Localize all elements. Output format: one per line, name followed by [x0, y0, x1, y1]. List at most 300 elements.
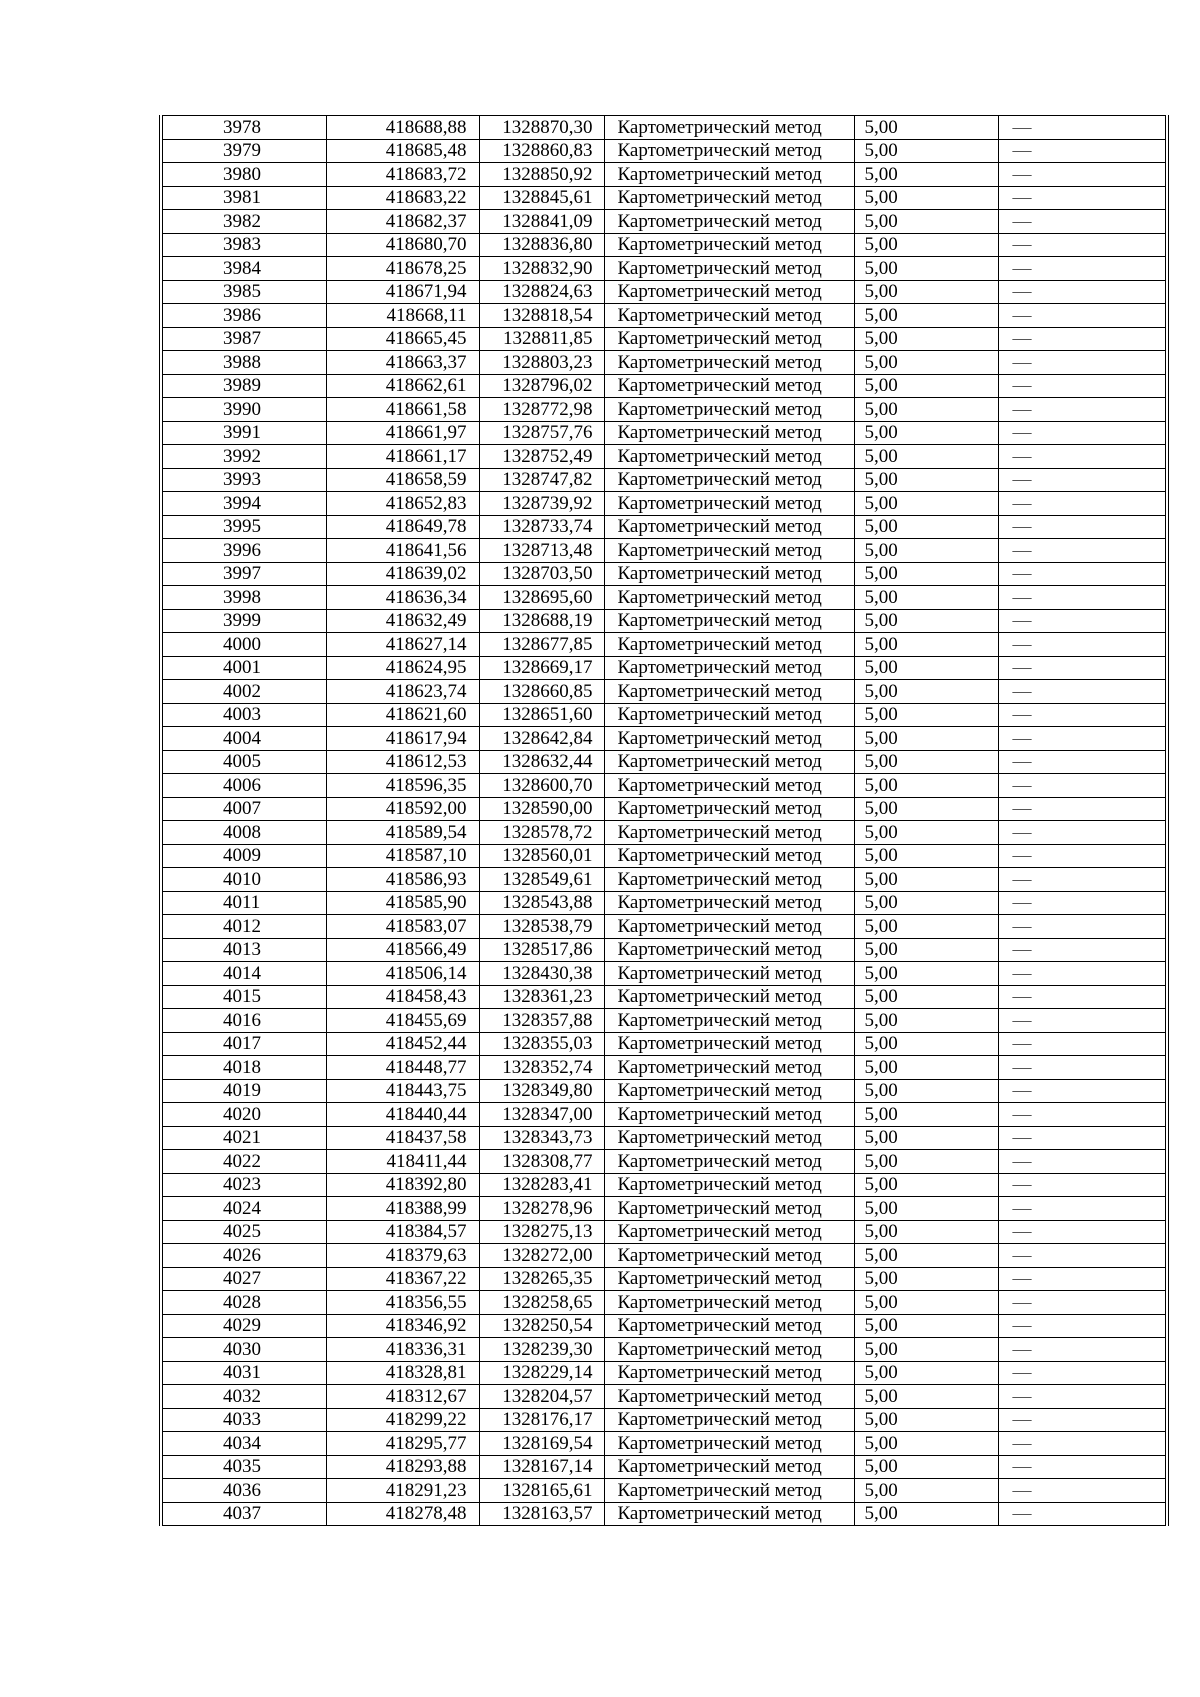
y-coordinate-cell: 1328836,80	[479, 233, 604, 257]
y-coordinate-cell: 1328163,57	[479, 1502, 604, 1526]
table-row	[161, 915, 1167, 939]
accuracy-cell: 5,00	[854, 562, 998, 586]
x-coordinate-cell: 418627,14	[326, 633, 479, 657]
table-row	[161, 280, 1167, 304]
method-cell: Картометрический метод	[604, 962, 854, 986]
y-coordinate-cell: 1328703,50	[479, 562, 604, 586]
table-row	[161, 1197, 1167, 1221]
x-coordinate-cell: 418685,48	[326, 139, 479, 163]
point-number-cell: 4007	[161, 797, 326, 821]
method-cell: Картометрический метод	[604, 1338, 854, 1362]
x-coordinate-cell: 418596,35	[326, 774, 479, 798]
x-coordinate-cell: 418632,49	[326, 609, 479, 633]
x-coordinate-cell: 418649,78	[326, 515, 479, 539]
method-cell: Картометрический метод	[604, 1150, 854, 1174]
y-coordinate-cell: 1328517,86	[479, 938, 604, 962]
method-cell: Картометрический метод	[604, 539, 854, 563]
method-cell: Картометрический метод	[604, 586, 854, 610]
y-coordinate-cell: 1328677,85	[479, 633, 604, 657]
x-coordinate-cell: 418688,88	[326, 116, 479, 140]
point-number-cell: 4035	[161, 1455, 326, 1479]
x-coordinate-cell: 418437,58	[326, 1126, 479, 1150]
y-coordinate-cell: 1328560,01	[479, 844, 604, 868]
note-cell: —	[998, 797, 1167, 821]
x-coordinate-cell: 418663,37	[326, 351, 479, 375]
accuracy-cell: 5,00	[854, 656, 998, 680]
x-coordinate-cell: 418623,74	[326, 680, 479, 704]
accuracy-cell: 5,00	[854, 938, 998, 962]
method-cell: Картометрический метод	[604, 727, 854, 751]
table-row	[161, 1432, 1167, 1456]
point-number-cell: 4030	[161, 1338, 326, 1362]
note-cell: —	[998, 680, 1167, 704]
method-cell: Картометрический метод	[604, 1479, 854, 1503]
accuracy-cell: 5,00	[854, 398, 998, 422]
point-number-cell: 4028	[161, 1291, 326, 1315]
note-cell: —	[998, 1056, 1167, 1080]
x-coordinate-cell: 418665,45	[326, 327, 479, 351]
point-number-cell: 3981	[161, 186, 326, 210]
point-number-cell: 4012	[161, 915, 326, 939]
point-number-cell: 3984	[161, 257, 326, 281]
point-number-cell: 3996	[161, 539, 326, 563]
y-coordinate-cell: 1328308,77	[479, 1150, 604, 1174]
accuracy-cell: 5,00	[854, 1314, 998, 1338]
point-number-cell: 4019	[161, 1079, 326, 1103]
method-cell: Картометрический метод	[604, 1079, 854, 1103]
note-cell: —	[998, 1244, 1167, 1268]
accuracy-cell: 5,00	[854, 633, 998, 657]
method-cell: Картометрический метод	[604, 562, 854, 586]
x-coordinate-cell: 418384,57	[326, 1220, 479, 1244]
method-cell: Картометрический метод	[604, 1361, 854, 1385]
coordinates-table	[159, 115, 1169, 1526]
note-cell: —	[998, 280, 1167, 304]
x-coordinate-cell: 418367,22	[326, 1267, 479, 1291]
x-coordinate-cell: 418346,92	[326, 1314, 479, 1338]
accuracy-cell: 5,00	[854, 868, 998, 892]
y-coordinate-cell: 1328165,61	[479, 1479, 604, 1503]
y-coordinate-cell: 1328543,88	[479, 891, 604, 915]
point-number-cell: 4006	[161, 774, 326, 798]
method-cell: Картометрический метод	[604, 1314, 854, 1338]
accuracy-cell: 5,00	[854, 915, 998, 939]
accuracy-cell: 5,00	[854, 1150, 998, 1174]
y-coordinate-cell: 1328347,00	[479, 1103, 604, 1127]
note-cell: —	[998, 515, 1167, 539]
note-cell: —	[998, 1173, 1167, 1197]
point-number-cell: 3982	[161, 210, 326, 234]
note-cell: —	[998, 327, 1167, 351]
method-cell: Картометрический метод	[604, 116, 854, 140]
x-coordinate-cell: 418299,22	[326, 1408, 479, 1432]
point-number-cell: 3985	[161, 280, 326, 304]
point-number-cell: 4014	[161, 962, 326, 986]
point-number-cell: 4003	[161, 703, 326, 727]
note-cell: —	[998, 1479, 1167, 1503]
y-coordinate-cell: 1328258,65	[479, 1291, 604, 1315]
y-coordinate-cell: 1328538,79	[479, 915, 604, 939]
y-coordinate-cell: 1328695,60	[479, 586, 604, 610]
x-coordinate-cell: 418278,48	[326, 1502, 479, 1526]
method-cell: Картометрический метод	[604, 445, 854, 469]
note-cell: —	[998, 492, 1167, 516]
note-cell: —	[998, 1009, 1167, 1033]
y-coordinate-cell: 1328752,49	[479, 445, 604, 469]
point-number-cell: 4020	[161, 1103, 326, 1127]
y-coordinate-cell: 1328167,14	[479, 1455, 604, 1479]
table-row	[161, 1032, 1167, 1056]
method-cell: Картометрический метод	[604, 938, 854, 962]
point-number-cell: 4031	[161, 1361, 326, 1385]
point-number-cell: 4013	[161, 938, 326, 962]
accuracy-cell: 5,00	[854, 774, 998, 798]
accuracy-cell: 5,00	[854, 1173, 998, 1197]
accuracy-cell: 5,00	[854, 445, 998, 469]
point-number-cell: 3995	[161, 515, 326, 539]
accuracy-cell: 5,00	[854, 280, 998, 304]
x-coordinate-cell: 418356,55	[326, 1291, 479, 1315]
note-cell: —	[998, 821, 1167, 845]
note-cell: —	[998, 985, 1167, 1009]
note-cell: —	[998, 1455, 1167, 1479]
method-cell: Картометрический метод	[604, 1408, 854, 1432]
y-coordinate-cell: 1328860,83	[479, 139, 604, 163]
table-row	[161, 844, 1167, 868]
method-cell: Картометрический метод	[604, 1103, 854, 1127]
y-coordinate-cell: 1328669,17	[479, 656, 604, 680]
point-number-cell: 3992	[161, 445, 326, 469]
method-cell: Картометрический метод	[604, 1197, 854, 1221]
accuracy-cell: 5,00	[854, 891, 998, 915]
note-cell: —	[998, 163, 1167, 187]
table-row	[161, 938, 1167, 962]
y-coordinate-cell: 1328688,19	[479, 609, 604, 633]
note-cell: —	[998, 539, 1167, 563]
note-cell: —	[998, 938, 1167, 962]
y-coordinate-cell: 1328850,92	[479, 163, 604, 187]
x-coordinate-cell: 418328,81	[326, 1361, 479, 1385]
table-row	[161, 1361, 1167, 1385]
note-cell: —	[998, 233, 1167, 257]
point-number-cell: 3978	[161, 116, 326, 140]
accuracy-cell: 5,00	[854, 1126, 998, 1150]
note-cell: —	[998, 868, 1167, 892]
table-row	[161, 1408, 1167, 1432]
method-cell: Картометрический метод	[604, 1502, 854, 1526]
table-row	[161, 562, 1167, 586]
x-coordinate-cell: 418506,14	[326, 962, 479, 986]
point-number-cell: 4037	[161, 1502, 326, 1526]
table-row	[161, 797, 1167, 821]
method-cell: Картометрический метод	[604, 609, 854, 633]
method-cell: Картометрический метод	[604, 1126, 854, 1150]
y-coordinate-cell: 1328841,09	[479, 210, 604, 234]
x-coordinate-cell: 418583,07	[326, 915, 479, 939]
method-cell: Картометрический метод	[604, 233, 854, 257]
point-number-cell: 4008	[161, 821, 326, 845]
method-cell: Картометрический метод	[604, 1056, 854, 1080]
note-cell: —	[998, 1220, 1167, 1244]
y-coordinate-cell: 1328283,41	[479, 1173, 604, 1197]
x-coordinate-cell: 418680,70	[326, 233, 479, 257]
note-cell: —	[998, 962, 1167, 986]
note-cell: —	[998, 633, 1167, 657]
note-cell: —	[998, 1126, 1167, 1150]
note-cell: —	[998, 398, 1167, 422]
method-cell: Картометрический метод	[604, 680, 854, 704]
table-row	[161, 1173, 1167, 1197]
x-coordinate-cell: 418291,23	[326, 1479, 479, 1503]
x-coordinate-cell: 418458,43	[326, 985, 479, 1009]
point-number-cell: 3991	[161, 421, 326, 445]
table-row	[161, 1455, 1167, 1479]
table-row	[161, 116, 1167, 140]
table-row	[161, 609, 1167, 633]
point-number-cell: 3997	[161, 562, 326, 586]
point-number-cell: 4029	[161, 1314, 326, 1338]
method-cell: Картометрический метод	[604, 891, 854, 915]
accuracy-cell: 5,00	[854, 1432, 998, 1456]
table-row	[161, 962, 1167, 986]
y-coordinate-cell: 1328275,13	[479, 1220, 604, 1244]
y-coordinate-cell: 1328265,35	[479, 1267, 604, 1291]
note-cell: —	[998, 1103, 1167, 1127]
point-number-cell: 4011	[161, 891, 326, 915]
x-coordinate-cell: 418661,97	[326, 421, 479, 445]
x-coordinate-cell: 418636,34	[326, 586, 479, 610]
x-coordinate-cell: 418592,00	[326, 797, 479, 821]
y-coordinate-cell: 1328796,02	[479, 374, 604, 398]
method-cell: Картометрический метод	[604, 351, 854, 375]
note-cell: —	[998, 915, 1167, 939]
note-cell: —	[998, 844, 1167, 868]
note-cell: —	[998, 1267, 1167, 1291]
note-cell: —	[998, 1079, 1167, 1103]
point-number-cell: 3998	[161, 586, 326, 610]
accuracy-cell: 5,00	[854, 257, 998, 281]
x-coordinate-cell: 418455,69	[326, 1009, 479, 1033]
table-row	[161, 233, 1167, 257]
x-coordinate-cell: 418392,80	[326, 1173, 479, 1197]
y-coordinate-cell: 1328651,60	[479, 703, 604, 727]
point-number-cell: 4027	[161, 1267, 326, 1291]
table-row	[161, 1314, 1167, 1338]
table-row	[161, 1479, 1167, 1503]
accuracy-cell: 5,00	[854, 821, 998, 845]
x-coordinate-cell: 418440,44	[326, 1103, 479, 1127]
x-coordinate-cell: 418589,54	[326, 821, 479, 845]
y-coordinate-cell: 1328349,80	[479, 1079, 604, 1103]
method-cell: Картометрический метод	[604, 868, 854, 892]
point-number-cell: 3988	[161, 351, 326, 375]
x-coordinate-cell: 418671,94	[326, 280, 479, 304]
accuracy-cell: 5,00	[854, 233, 998, 257]
note-cell: —	[998, 774, 1167, 798]
x-coordinate-cell: 418336,31	[326, 1338, 479, 1362]
table-row	[161, 445, 1167, 469]
point-number-cell: 4001	[161, 656, 326, 680]
table-row	[161, 186, 1167, 210]
x-coordinate-cell: 418312,67	[326, 1385, 479, 1409]
table-row	[161, 421, 1167, 445]
y-coordinate-cell: 1328250,54	[479, 1314, 604, 1338]
y-coordinate-cell: 1328352,74	[479, 1056, 604, 1080]
note-cell: —	[998, 1314, 1167, 1338]
table-row	[161, 257, 1167, 281]
accuracy-cell: 5,00	[854, 609, 998, 633]
method-cell: Картометрический метод	[604, 327, 854, 351]
x-coordinate-cell: 418617,94	[326, 727, 479, 751]
accuracy-cell: 5,00	[854, 586, 998, 610]
method-cell: Картометрический метод	[604, 985, 854, 1009]
point-number-cell: 4018	[161, 1056, 326, 1080]
table-row	[161, 633, 1167, 657]
accuracy-cell: 5,00	[854, 421, 998, 445]
point-number-cell: 3993	[161, 468, 326, 492]
method-cell: Картометрический метод	[604, 1220, 854, 1244]
y-coordinate-cell: 1328811,85	[479, 327, 604, 351]
y-coordinate-cell: 1328355,03	[479, 1032, 604, 1056]
point-number-cell: 4032	[161, 1385, 326, 1409]
table-row	[161, 727, 1167, 751]
x-coordinate-cell: 418586,93	[326, 868, 479, 892]
x-coordinate-cell: 418682,37	[326, 210, 479, 234]
table-row	[161, 1244, 1167, 1268]
x-coordinate-cell: 418612,53	[326, 750, 479, 774]
accuracy-cell: 5,00	[854, 1032, 998, 1056]
y-coordinate-cell: 1328747,82	[479, 468, 604, 492]
method-cell: Картометрический метод	[604, 1291, 854, 1315]
method-cell: Картометрический метод	[604, 304, 854, 328]
y-coordinate-cell: 1328169,54	[479, 1432, 604, 1456]
table-row	[161, 868, 1167, 892]
table-row	[161, 656, 1167, 680]
note-cell: —	[998, 445, 1167, 469]
table-row	[161, 374, 1167, 398]
accuracy-cell: 5,00	[854, 1479, 998, 1503]
table-row	[161, 1267, 1167, 1291]
x-coordinate-cell: 418662,61	[326, 374, 479, 398]
accuracy-cell: 5,00	[854, 139, 998, 163]
accuracy-cell: 5,00	[854, 515, 998, 539]
accuracy-cell: 5,00	[854, 163, 998, 187]
note-cell: —	[998, 562, 1167, 586]
point-number-cell: 4002	[161, 680, 326, 704]
method-cell: Картометрический метод	[604, 1455, 854, 1479]
x-coordinate-cell: 418683,72	[326, 163, 479, 187]
x-coordinate-cell: 418658,59	[326, 468, 479, 492]
note-cell: —	[998, 1408, 1167, 1432]
y-coordinate-cell: 1328578,72	[479, 821, 604, 845]
method-cell: Картометрический метод	[604, 656, 854, 680]
point-number-cell: 4033	[161, 1408, 326, 1432]
y-coordinate-cell: 1328357,88	[479, 1009, 604, 1033]
x-coordinate-cell: 418443,75	[326, 1079, 479, 1103]
x-coordinate-cell: 418448,77	[326, 1056, 479, 1080]
method-cell: Картометрический метод	[604, 280, 854, 304]
method-cell: Картометрический метод	[604, 398, 854, 422]
accuracy-cell: 5,00	[854, 1408, 998, 1432]
point-number-cell: 4005	[161, 750, 326, 774]
table-row	[161, 539, 1167, 563]
accuracy-cell: 5,00	[854, 727, 998, 751]
point-number-cell: 4022	[161, 1150, 326, 1174]
note-cell: —	[998, 727, 1167, 751]
y-coordinate-cell: 1328278,96	[479, 1197, 604, 1221]
table-row	[161, 515, 1167, 539]
accuracy-cell: 5,00	[854, 1502, 998, 1526]
table-row	[161, 1126, 1167, 1150]
table-row	[161, 586, 1167, 610]
y-coordinate-cell: 1328590,00	[479, 797, 604, 821]
method-cell: Картометрический метод	[604, 139, 854, 163]
accuracy-cell: 5,00	[854, 1220, 998, 1244]
y-coordinate-cell: 1328176,17	[479, 1408, 604, 1432]
y-coordinate-cell: 1328642,84	[479, 727, 604, 751]
table-row	[161, 1056, 1167, 1080]
accuracy-cell: 5,00	[854, 1455, 998, 1479]
x-coordinate-cell: 418388,99	[326, 1197, 479, 1221]
y-coordinate-cell: 1328272,00	[479, 1244, 604, 1268]
point-number-cell: 4034	[161, 1432, 326, 1456]
point-number-cell: 3990	[161, 398, 326, 422]
point-number-cell: 4036	[161, 1479, 326, 1503]
note-cell: —	[998, 703, 1167, 727]
accuracy-cell: 5,00	[854, 116, 998, 140]
x-coordinate-cell: 418639,02	[326, 562, 479, 586]
note-cell: —	[998, 304, 1167, 328]
point-number-cell: 3999	[161, 609, 326, 633]
method-cell: Картометрический метод	[604, 1432, 854, 1456]
point-number-cell: 3987	[161, 327, 326, 351]
note-cell: —	[998, 750, 1167, 774]
y-coordinate-cell: 1328803,23	[479, 351, 604, 375]
table-row	[161, 1338, 1167, 1362]
method-cell: Картометрический метод	[604, 515, 854, 539]
table-row	[161, 1103, 1167, 1127]
table-row	[161, 210, 1167, 234]
point-number-cell: 4004	[161, 727, 326, 751]
point-number-cell: 4010	[161, 868, 326, 892]
method-cell: Картометрический метод	[604, 774, 854, 798]
point-number-cell: 3980	[161, 163, 326, 187]
point-number-cell: 4023	[161, 1173, 326, 1197]
note-cell: —	[998, 1385, 1167, 1409]
y-coordinate-cell: 1328343,73	[479, 1126, 604, 1150]
accuracy-cell: 5,00	[854, 351, 998, 375]
table-row	[161, 680, 1167, 704]
method-cell: Картометрический метод	[604, 915, 854, 939]
note-cell: —	[998, 257, 1167, 281]
y-coordinate-cell: 1328733,74	[479, 515, 604, 539]
method-cell: Картометрический метод	[604, 844, 854, 868]
point-number-cell: 4009	[161, 844, 326, 868]
accuracy-cell: 5,00	[854, 304, 998, 328]
method-cell: Картометрический метод	[604, 257, 854, 281]
method-cell: Картометрический метод	[604, 210, 854, 234]
method-cell: Картометрический метод	[604, 1385, 854, 1409]
y-coordinate-cell: 1328832,90	[479, 257, 604, 281]
table-row	[161, 468, 1167, 492]
x-coordinate-cell: 418624,95	[326, 656, 479, 680]
note-cell: —	[998, 139, 1167, 163]
note-cell: —	[998, 421, 1167, 445]
accuracy-cell: 5,00	[854, 1338, 998, 1362]
y-coordinate-cell: 1328818,54	[479, 304, 604, 328]
point-number-cell: 4015	[161, 985, 326, 1009]
method-cell: Картометрический метод	[604, 821, 854, 845]
